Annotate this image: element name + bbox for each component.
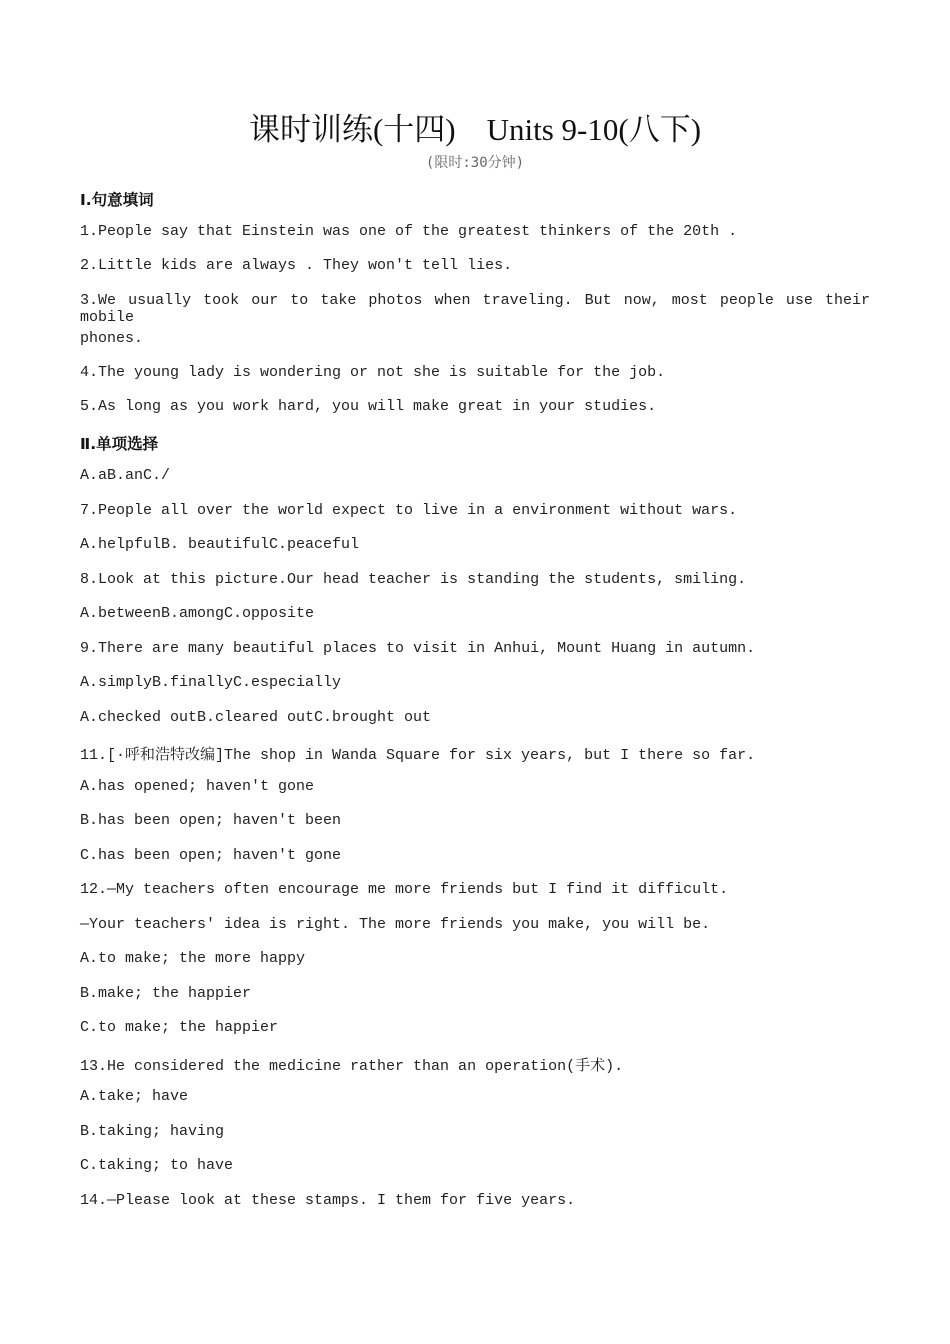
- question-5: 5.As long as you work hard, you will make great in your studies.: [80, 398, 657, 415]
- question-8-options: A.betweenB.amongC.opposite: [80, 605, 315, 622]
- question-11-option-b: B.has been open; haven't been: [80, 812, 342, 829]
- question-12-option-b: B.make; the happier: [80, 985, 252, 1002]
- section-heading-multiple-choice: Ⅱ.单项选择: [80, 435, 159, 453]
- question-2: 2.Little kids are always . They won't tell lies.: [80, 257, 513, 274]
- question-7: 7.People all over the world expect to live in a environment without wars.: [80, 502, 738, 519]
- question-12-option-c: C.to make; the happier: [80, 1019, 279, 1036]
- question-12: 12.—My teachers often encourage me more friends but I find it difficult.: [80, 881, 729, 898]
- time-limit: (限时:30分钟): [425, 155, 525, 171]
- question-9: 9.There are many beautiful places to visit in Anhui, Mount Huang in autumn.: [80, 640, 756, 657]
- question-4: 4.The young lady is wondering or not she is suitable for the job.: [80, 364, 666, 381]
- question-6-options: A.aB.anC./: [80, 467, 171, 484]
- page-title: 课时训练(十四) Units 9-10(八下): [248, 112, 702, 147]
- question-9-options: A.simplyB.finallyC.especially: [80, 674, 342, 691]
- question-3-continued: phones.: [80, 330, 144, 347]
- section-heading-fill-in: Ⅰ.句意填词: [80, 191, 154, 209]
- question-3: 3.We usually took our to take photos when traveling. But now, most people use their mobile: [80, 292, 870, 326]
- question-12-reply: —Your teachers' idea is right. The more friends you make, you will be.: [80, 916, 711, 933]
- question-7-options: A.helpfulB. beautifulC.peaceful: [80, 536, 360, 553]
- question-13-option-c: C.taking; to have: [80, 1157, 234, 1174]
- question-11-option-c: C.has been open; haven't gone: [80, 847, 342, 864]
- question-14: 14.—Please look at these stamps. I them for five years.: [80, 1192, 576, 1209]
- question-1: 1.People say that Einstein was one of the greatest thinkers of the 20th .: [80, 223, 738, 240]
- question-8: 8.Look at this picture.Our head teacher is standing the students, smiling.: [80, 571, 747, 588]
- question-13: 13.He considered the medicine rather than an operation(手术).: [80, 1058, 624, 1075]
- question-12-option-a: A.to make; the more happy: [80, 950, 306, 967]
- question-13-option-b: B.taking; having: [80, 1123, 225, 1140]
- question-13-option-a: A.take; have: [80, 1088, 189, 1105]
- question-11: 11.[·呼和浩特改编]The shop in Wanda Square for six years, but I there so far.: [80, 747, 756, 764]
- question-10-options: A.checked outB.cleared outC.brought out: [80, 709, 432, 726]
- question-11-option-a: A.has opened; haven't gone: [80, 778, 315, 795]
